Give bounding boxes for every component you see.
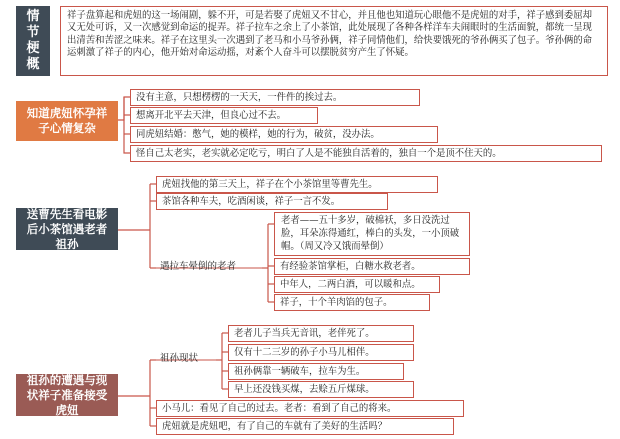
section3-sub-label: 遇拉车晕倒的老者 bbox=[160, 261, 237, 272]
section4-item-2-text: 虎妞就是虎妞吧，有了自己的车就有了美好的生活吗？ bbox=[162, 421, 388, 432]
section4-sub-item-3-text: 祖孙俩靠一辆破车，拉车为生。 bbox=[234, 366, 366, 377]
section1-summary-text: 祥子盘算起和虎妞的这一场闹剧，躲不开，可是若娶了虎妞又不甘心，并且他也知道玩心眼他不是虎妞的对手，祥子感到委屈却又无处可诉，又一次感觉到命运的捉弄。祥子拉车之余上了小茶馆，此处展现了各种各样洋车夫闹眼时的生活面貌，都统一呈现出清苦和苦涩之味来。祥子在这里头一次遇到了老马和小马爷孙俩，祥子同情他们，给快要饿死的爷孙俩买了包子。爷孙俩的命运刺激了祥子的内心，他开始对命运动摇，对紊个人奋斗可以摆脱贫穷产生了怀疑。 bbox=[67, 10, 593, 59]
section4-item-2 bbox=[156, 418, 454, 435]
section3-sub-item-2-text: 有经验茶馆掌柜，白糖水救老者。 bbox=[280, 261, 421, 272]
section3-sub-item-4 bbox=[274, 294, 430, 311]
section2-header bbox=[16, 101, 118, 141]
section3-item-2-text: 茶馆各种车夫，吃酒闲谈，祥子一言不发。 bbox=[162, 196, 341, 207]
section4-sub-item-4 bbox=[228, 381, 414, 398]
section3-item-1 bbox=[156, 176, 438, 193]
section3-sub-item-3 bbox=[274, 276, 440, 293]
section3-item-2 bbox=[156, 193, 388, 210]
section4-sub-item-1 bbox=[228, 325, 414, 342]
section2-item-3 bbox=[130, 126, 438, 143]
section4-sub-item-2 bbox=[228, 344, 414, 361]
section2-item-1-text: 没有主意，只想楞楞的一天天，一件件的挨过去。 bbox=[136, 92, 343, 103]
section3-sub-item-3-text: 中年人，二两白酒，可以暖和点。 bbox=[280, 279, 421, 290]
section4-sub-item-1-text: 老者儿子当兵无音讯，老伴死了。 bbox=[234, 328, 375, 339]
section3-sub-item-2 bbox=[274, 258, 470, 275]
section4-sub-item-4-text: 早上还没钱买煤，去赊五斤煤球。 bbox=[234, 384, 375, 395]
section3-title: 送曹先生看电影后小茶馆遇老者祖孙 bbox=[26, 206, 108, 251]
section4-title: 祖孙的遭遇与现状祥子准备接受虎妞 bbox=[26, 372, 108, 417]
section3-item-1-text: 虎妞找他的第三天上，祥子在个小茶馆里等曹先生。 bbox=[162, 179, 378, 190]
section1-summary bbox=[60, 6, 608, 76]
section3-sub-item-4-text: 祥子，十个羊肉馅的包子。 bbox=[280, 297, 393, 308]
section2-item-3-text: 同虎妞结婚：憋气，她的模样，她的行为，破贫，没办法。 bbox=[136, 129, 380, 140]
section4-sub-label: 祖孙现状 bbox=[160, 353, 199, 364]
section1-header bbox=[16, 6, 50, 76]
section2-item-2 bbox=[130, 107, 318, 124]
section4-item-1-text: 小马儿：看见了自己的过去。老者：看到了自己的将来。 bbox=[162, 403, 397, 414]
section2-item-1 bbox=[130, 89, 420, 106]
section4-item-1 bbox=[156, 400, 464, 417]
section2-title: 知道虎妞怀孕祥子心情复杂 bbox=[26, 106, 108, 135]
section2-item-2-text: 想离开北平去天津，但良心过不去。 bbox=[136, 110, 287, 121]
section3-sub-item-1 bbox=[274, 212, 470, 256]
section4-header bbox=[16, 374, 118, 416]
section4-sub-item-2-text: 仅有十二三岁的孙子小马儿相伴。 bbox=[234, 347, 375, 358]
section1-title: 情节梗概 bbox=[26, 9, 40, 72]
section3-sub-item-1-text: 老者——五十多岁，破棉袄，多日没洗过脸，耳朵冻得通红，棒白的头发，一小顶破帽。（周又冷又饿而晕倒） bbox=[281, 215, 460, 252]
section3-header bbox=[16, 208, 118, 250]
section2-item-4 bbox=[130, 145, 602, 162]
section4-sub-item-3 bbox=[228, 363, 404, 380]
section2-item-4-text: 怪自己太老实，老实就必定吃亏，明白了人是不能独自活着的，独自一个是顶不住天的。 bbox=[136, 148, 502, 159]
